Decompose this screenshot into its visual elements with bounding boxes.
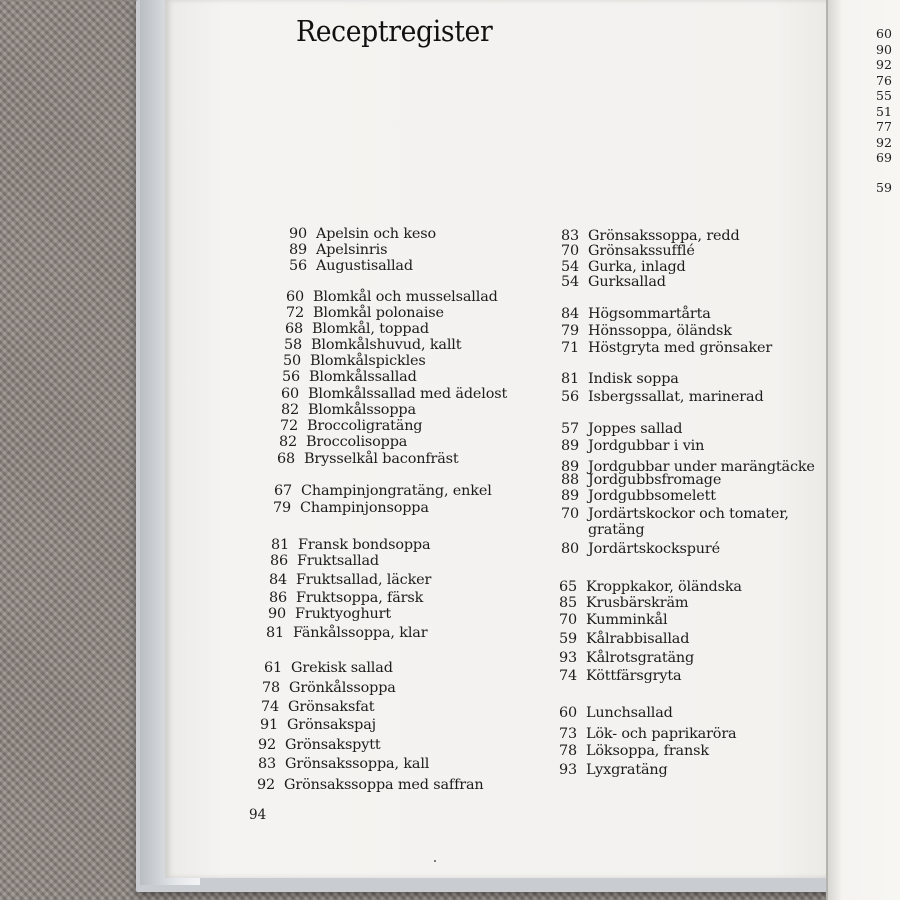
entry-recipe-name: Högsommartårta bbox=[588, 306, 711, 322]
entry-recipe-name: Höstgryta med grönsaker bbox=[588, 340, 773, 356]
index-entry bbox=[557, 438, 704, 454]
index-entry bbox=[557, 340, 772, 356]
entry-page-number: 92 bbox=[257, 737, 276, 753]
index-entry bbox=[254, 756, 429, 772]
index-entry bbox=[278, 369, 417, 385]
entry-page-number: 86 bbox=[268, 590, 287, 606]
facing-page-number: 51 bbox=[876, 103, 892, 119]
entry-recipe-name: Champinjonsoppa bbox=[300, 500, 429, 516]
entry-recipe-name: Grönsakssoppa, redd bbox=[588, 228, 740, 244]
entry-page-number: 70 bbox=[560, 243, 579, 259]
entry-page-number: 73 bbox=[558, 726, 577, 742]
entry-page-number: 70 bbox=[558, 612, 577, 628]
entry-recipe-name: Joppes sallad bbox=[588, 421, 683, 437]
entry-recipe-name: Köttfärsgryta bbox=[586, 668, 682, 684]
index-entry bbox=[285, 242, 387, 258]
facing-page-number: 59 bbox=[876, 179, 892, 195]
index-entry bbox=[265, 590, 423, 606]
index-entry bbox=[266, 553, 379, 569]
facing-page-number: 55 bbox=[876, 88, 892, 103]
index-entry bbox=[555, 668, 681, 684]
facing-page-number: 90 bbox=[876, 41, 892, 57]
entry-page-number: 78 bbox=[558, 743, 577, 759]
entry-page-number: 54 bbox=[560, 259, 579, 275]
entry-page-number: 65 bbox=[558, 579, 577, 595]
index-entry bbox=[276, 418, 422, 434]
entry-page-number: 82 bbox=[280, 402, 299, 418]
page-title: Receptregister bbox=[296, 14, 493, 48]
entry-recipe-name: Grönsakspaj bbox=[287, 717, 376, 733]
entry-recipe-name: Grönsakssoppa, kall bbox=[285, 756, 430, 772]
entry-recipe-name: Fruktsallad bbox=[297, 553, 379, 569]
entry-recipe-name: Lunchsallad bbox=[586, 705, 673, 721]
entry-recipe-name: Gurka, inlagd bbox=[588, 259, 686, 275]
index-entry bbox=[557, 323, 732, 339]
entry-page-number: 84 bbox=[560, 306, 579, 322]
entry-recipe-name: Blomkålspickles bbox=[310, 353, 426, 369]
entry-recipe-name: Jordärtskockor och tomater, bbox=[588, 506, 789, 522]
index-entry bbox=[555, 650, 694, 666]
facing-page-number: 76 bbox=[876, 72, 892, 88]
entry-page-number: 57 bbox=[560, 421, 579, 437]
entry-recipe-name: Jordärtskockspuré bbox=[588, 541, 721, 557]
entry-page-number: 79 bbox=[560, 323, 579, 339]
entry-recipe-name: Isbergssallat, marinerad bbox=[588, 389, 764, 405]
index-entry bbox=[282, 289, 498, 305]
entry-recipe-name: Fruktsallad, läcker bbox=[296, 572, 432, 588]
entry-recipe-name: Jordgubbar under marängtäcke bbox=[588, 459, 815, 475]
index-entry bbox=[555, 612, 667, 628]
entry-recipe-name: Grönsakssufflé bbox=[588, 243, 695, 259]
index-entry bbox=[557, 274, 666, 290]
index-entry bbox=[557, 389, 764, 405]
entry-page-number: 91 bbox=[259, 717, 278, 733]
index-entry bbox=[253, 777, 484, 793]
index-entry bbox=[555, 579, 742, 595]
index-entry bbox=[257, 699, 374, 715]
page-number: 94 bbox=[249, 807, 267, 823]
entry-recipe-name: Apelsin och keso bbox=[316, 226, 437, 242]
entry-page-number: 70 bbox=[560, 506, 579, 522]
entry-recipe-name: Blomkål, toppad bbox=[312, 321, 429, 337]
entry-recipe-name-continuation: gratäng bbox=[588, 522, 645, 538]
entry-recipe-name: Jordgubbsomelett bbox=[588, 488, 716, 504]
entry-page-number: 89 bbox=[288, 242, 307, 258]
entry-page-number: 82 bbox=[278, 434, 297, 450]
facing-page-number: 92 bbox=[876, 57, 892, 72]
index-entry bbox=[258, 680, 396, 696]
entry-page-number: 81 bbox=[265, 625, 284, 641]
entry-page-number: 89 bbox=[560, 488, 579, 504]
entry-recipe-name: Kumminkål bbox=[586, 612, 668, 628]
index-entry bbox=[256, 717, 376, 733]
entry-recipe-name: Broccoligratäng bbox=[307, 418, 423, 434]
entry-recipe-name: Kålrabbisallad bbox=[586, 631, 690, 647]
entry-page-number: 72 bbox=[285, 305, 304, 321]
index-entry bbox=[270, 483, 492, 499]
entry-page-number: 88 bbox=[560, 472, 579, 488]
entry-page-number: 83 bbox=[257, 756, 276, 772]
entry-recipe-name: Blomkål och musselsallad bbox=[313, 289, 498, 305]
entry-page-number: 74 bbox=[260, 699, 279, 715]
entry-recipe-name: Champinjongratäng, enkel bbox=[301, 483, 492, 499]
index-entry bbox=[285, 258, 413, 274]
entry-recipe-name: Fruktsoppa, färsk bbox=[296, 590, 424, 606]
entry-page-number: 67 bbox=[273, 483, 292, 499]
index-entry bbox=[285, 226, 436, 242]
paper-speck bbox=[434, 860, 436, 862]
entry-page-number: 58 bbox=[283, 337, 302, 353]
entry-recipe-name: Blomkålshuvud, kallt bbox=[311, 337, 462, 353]
entry-page-number: 56 bbox=[560, 389, 579, 405]
entry-recipe-name: Fruktyoghurt bbox=[295, 606, 392, 622]
entry-page-number: 78 bbox=[261, 680, 280, 696]
index-entry bbox=[557, 472, 721, 488]
index-entry bbox=[277, 386, 507, 402]
index-entry bbox=[267, 537, 430, 553]
entry-page-number: 60 bbox=[280, 386, 299, 402]
entry-recipe-name: Krusbärskräm bbox=[586, 595, 689, 611]
entry-page-number: 68 bbox=[276, 451, 295, 467]
index-entry bbox=[265, 572, 431, 588]
entry-recipe-name: Indisk soppa bbox=[588, 371, 679, 387]
entry-page-number: 61 bbox=[263, 660, 282, 676]
index-entry bbox=[555, 595, 688, 611]
entry-page-number: 59 bbox=[558, 631, 577, 647]
facing-page-number: 77 bbox=[876, 119, 892, 134]
facing-page-number: 69 bbox=[876, 150, 892, 165]
entry-recipe-name: Blomkålssallad med ädelost bbox=[308, 386, 508, 402]
entry-page-number: 93 bbox=[558, 650, 577, 666]
entry-page-number: 68 bbox=[284, 321, 303, 337]
index-entry bbox=[273, 451, 459, 467]
index-entry bbox=[262, 625, 427, 641]
entry-recipe-name: Augustisallad bbox=[316, 258, 413, 274]
entry-recipe-name: Grönkålssoppa bbox=[289, 680, 396, 696]
index-entry bbox=[557, 506, 789, 538]
entry-recipe-name: Grekisk sallad bbox=[291, 660, 393, 676]
entry-page-number: 60 bbox=[558, 705, 577, 721]
entry-recipe-name: Kroppkakor, öländska bbox=[586, 579, 742, 595]
index-entry bbox=[557, 228, 740, 244]
entry-page-number: 54 bbox=[560, 274, 579, 290]
entry-page-number: 60 bbox=[285, 289, 304, 305]
entry-recipe-name: Grönsakspytt bbox=[285, 737, 381, 753]
index-entry bbox=[280, 337, 461, 353]
index-entry bbox=[557, 371, 679, 387]
entry-page-number: 89 bbox=[560, 438, 579, 454]
entry-recipe-name: Jordgubbsfromage bbox=[588, 472, 722, 488]
entry-recipe-name: Broccolisoppa bbox=[306, 434, 408, 450]
entry-page-number: 90 bbox=[267, 606, 286, 622]
entry-page-number: 80 bbox=[560, 541, 579, 557]
entry-recipe-name: Grönsaksfat bbox=[288, 699, 375, 715]
entry-recipe-name: Hönssoppa, öländsk bbox=[588, 323, 732, 339]
entry-page-number: 84 bbox=[268, 572, 287, 588]
index-entry bbox=[557, 243, 695, 259]
index-entry bbox=[277, 402, 416, 418]
entry-page-number: 81 bbox=[270, 537, 289, 553]
entry-page-number: 85 bbox=[558, 595, 577, 611]
facing-page-number: 92 bbox=[876, 134, 892, 150]
index-entry bbox=[275, 434, 407, 450]
index-entry bbox=[557, 306, 711, 322]
index-entry bbox=[555, 726, 736, 742]
entry-recipe-name: Gurksallad bbox=[588, 274, 666, 290]
index-entry bbox=[279, 353, 426, 369]
entry-page-number: 79 bbox=[272, 500, 291, 516]
entry-recipe-name: Lök- och paprikaröra bbox=[586, 726, 737, 742]
entry-recipe-name: Apelsinris bbox=[316, 242, 388, 258]
entry-recipe-name: Fransk bondsoppa bbox=[298, 537, 431, 553]
index-entry bbox=[282, 305, 444, 321]
entry-page-number: 93 bbox=[558, 762, 577, 778]
index-entry bbox=[264, 606, 391, 622]
entry-page-number: 92 bbox=[256, 777, 275, 793]
index-entry bbox=[555, 705, 673, 721]
entry-recipe-name: Brysselkål baconfräst bbox=[304, 451, 459, 467]
entry-recipe-name: Grönsakssoppa med saffran bbox=[284, 777, 484, 793]
entry-page-number: 86 bbox=[269, 553, 288, 569]
entry-page-number: 72 bbox=[279, 418, 298, 434]
index-entry bbox=[254, 737, 381, 753]
entry-page-number: 89 bbox=[560, 459, 579, 475]
entry-recipe-name: Lyxgratäng bbox=[586, 762, 668, 778]
index-entry bbox=[269, 500, 429, 516]
index-entry bbox=[555, 631, 689, 647]
entry-recipe-name: Blomkål polonaise bbox=[313, 305, 444, 321]
index-entry bbox=[557, 541, 720, 557]
index-entry bbox=[557, 259, 686, 275]
entry-page-number: 71 bbox=[560, 340, 579, 356]
entry-page-number: 90 bbox=[288, 226, 307, 242]
facing-page-number: 60 bbox=[876, 26, 892, 41]
entry-recipe-name: Blomkålssallad bbox=[309, 369, 417, 385]
entry-page-number: 83 bbox=[560, 228, 579, 244]
entry-page-number: 50 bbox=[282, 353, 301, 369]
entry-recipe-name: Jordgubbar i vin bbox=[588, 438, 705, 454]
entry-recipe-name: Fänkålssoppa, klar bbox=[293, 625, 428, 641]
entry-recipe-name: Löksoppa, fransk bbox=[586, 743, 709, 759]
facing-page-numbers bbox=[876, 26, 892, 195]
index-entry bbox=[555, 743, 709, 759]
entry-page-number: 74 bbox=[558, 668, 577, 684]
entry-page-number: 56 bbox=[288, 258, 307, 274]
index-entry bbox=[557, 421, 682, 437]
index-entry bbox=[281, 321, 429, 337]
index-entry bbox=[557, 488, 716, 504]
entry-recipe-name: Blomkålssoppa bbox=[308, 402, 416, 418]
entry-recipe-name: Kålrotsgratäng bbox=[586, 650, 695, 666]
index-entry bbox=[260, 660, 393, 676]
entry-page-number: 81 bbox=[560, 371, 579, 387]
index-entry bbox=[555, 762, 668, 778]
entry-page-number: 56 bbox=[281, 369, 300, 385]
